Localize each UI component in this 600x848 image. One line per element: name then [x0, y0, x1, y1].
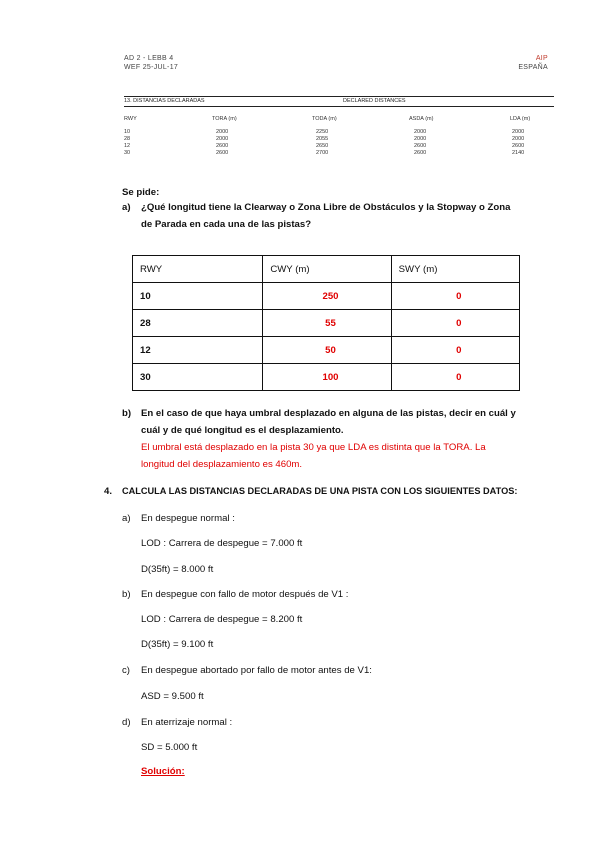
- cwy-cell: 250: [263, 283, 391, 310]
- declared-title-en: DECLARED DISTANCES: [343, 98, 406, 104]
- item-a-value: D(35ft) = 8.000 ft: [141, 564, 214, 575]
- swy-cell: 0: [391, 283, 519, 310]
- declared-cell: 2000: [414, 129, 427, 135]
- item-a-value: LOD : Carrera de despegue = 7.000 ft: [141, 538, 303, 549]
- declared-title: 13. DISTANCIAS DECLARADAS: [124, 98, 205, 104]
- item-d-letter: d): [122, 717, 131, 728]
- item-b-value: LOD : Carrera de despegue = 8.200 ft: [141, 614, 303, 625]
- declared-col-header: LDA (m): [510, 116, 531, 122]
- swy-cell: 0: [391, 337, 519, 364]
- item-c-label: En despegue abortado por fallo de motor antes de V1:: [141, 665, 372, 676]
- rwy-cell: 10: [133, 283, 263, 310]
- question-a: [141, 199, 541, 233]
- divider: [124, 96, 554, 97]
- section-4-number: 4.: [104, 486, 113, 497]
- table-header-row: [133, 256, 520, 283]
- solution-heading: Solución:: [141, 766, 185, 777]
- declared-cell: 2600: [414, 143, 427, 149]
- item-a-label: En despegue normal :: [141, 513, 235, 524]
- cwy-cell: 100: [263, 364, 391, 391]
- declared-col-header: RWY: [124, 116, 137, 122]
- item-c-letter: c): [122, 665, 130, 676]
- declared-row: [124, 143, 554, 150]
- question-b-letter: b): [122, 408, 132, 419]
- declared-cell: 2000: [512, 129, 525, 135]
- declared-cell: 2055: [316, 136, 329, 142]
- declared-col-header: TODA (m): [312, 116, 337, 122]
- question-a-letter: a): [122, 202, 131, 213]
- declared-cell: 10: [124, 129, 131, 135]
- declared-row: [124, 136, 554, 143]
- rwy-cell: 12: [133, 337, 263, 364]
- declared-cell: 2700: [316, 150, 329, 156]
- declared-header-row: [124, 116, 554, 123]
- header-ref: AD 2 - LEBB 4: [124, 55, 174, 62]
- country-label: ESPAÑA: [518, 64, 548, 71]
- declared-cell: 30: [124, 150, 131, 156]
- cwy-cell: 55: [263, 310, 391, 337]
- swy-cell: 0: [391, 364, 519, 391]
- doc-header-left: [124, 54, 178, 72]
- declared-cell: 2650: [316, 143, 329, 149]
- answer-b: [141, 439, 529, 473]
- declared-cell: 2000: [512, 136, 525, 142]
- item-c-value: ASD = 9.500 ft: [141, 691, 204, 702]
- item-d-label: En aterrizaje normal :: [141, 717, 233, 728]
- declared-cell: 2250: [316, 129, 329, 135]
- declared-cell: 2600: [512, 143, 525, 149]
- declared-cell: 12: [124, 143, 131, 149]
- declared-cell: 2000: [216, 129, 229, 135]
- header-date: WEF 25-JUL-17: [124, 64, 179, 71]
- table-header-cell: RWY: [133, 256, 263, 283]
- swy-cell: 0: [391, 310, 519, 337]
- declared-cell: 2600: [216, 150, 229, 156]
- answer-b-line: longitud del desplazamiento es 460m.: [141, 459, 303, 470]
- item-b-letter: b): [122, 589, 131, 600]
- clearway-stopway-table: [132, 255, 520, 391]
- divider: [124, 106, 554, 107]
- question-a-line: ¿Qué longitud tiene la Clearway o Zona Libre de Obstáculos y la Stopway o Zona: [141, 202, 511, 213]
- declared-col-header: ASDA (m): [409, 116, 434, 122]
- doc-header-right: [518, 54, 548, 72]
- declared-cell: 28: [124, 136, 131, 142]
- answer-b-line: El umbral está desplazado en la pista 30 ya que LDA es distinta que la TORA. La: [141, 442, 486, 453]
- question-b: [141, 405, 541, 439]
- item-d-value: SD = 5.000 ft: [141, 742, 198, 753]
- declared-row: [124, 129, 554, 136]
- declared-row: [124, 150, 554, 157]
- item-b-label: En despegue con fallo de motor después de V1 :: [141, 589, 349, 600]
- declared-cell: 2600: [414, 150, 427, 156]
- question-b-line: cuál y de qué longitud es el desplazamiento.: [141, 425, 344, 436]
- declared-cell: 2600: [216, 143, 229, 149]
- table-header-cell: SWY (m): [391, 256, 519, 283]
- declared-col-header: TORA (m): [212, 116, 237, 122]
- table-row: [133, 364, 520, 391]
- cwy-cell: 50: [263, 337, 391, 364]
- declared-cell: 2140: [512, 150, 525, 156]
- rwy-cell: 30: [133, 364, 263, 391]
- section-4-title: CALCULA LAS DISTANCIAS DECLARADAS DE UNA PISTA CON LOS SIGUIENTES DATOS:: [122, 486, 518, 496]
- item-a-letter: a): [122, 513, 131, 524]
- question-a-line: de Parada en cada una de las pistas?: [141, 219, 312, 230]
- table-row: [133, 310, 520, 337]
- table-row: [133, 283, 520, 310]
- rwy-cell: 28: [133, 310, 263, 337]
- question-b-line: En el caso de que haya umbral desplazado en alguna de las pistas, decir en cuál y: [141, 408, 516, 419]
- table-row: [133, 337, 520, 364]
- declared-cell: 2000: [414, 136, 427, 142]
- aip-label: AIP: [535, 55, 548, 62]
- item-b-value: D(35ft) = 9.100 ft: [141, 639, 214, 650]
- se-pide-label: Se pide:: [122, 187, 160, 198]
- table-header-cell: CWY (m): [263, 256, 391, 283]
- declared-cell: 2000: [216, 136, 229, 142]
